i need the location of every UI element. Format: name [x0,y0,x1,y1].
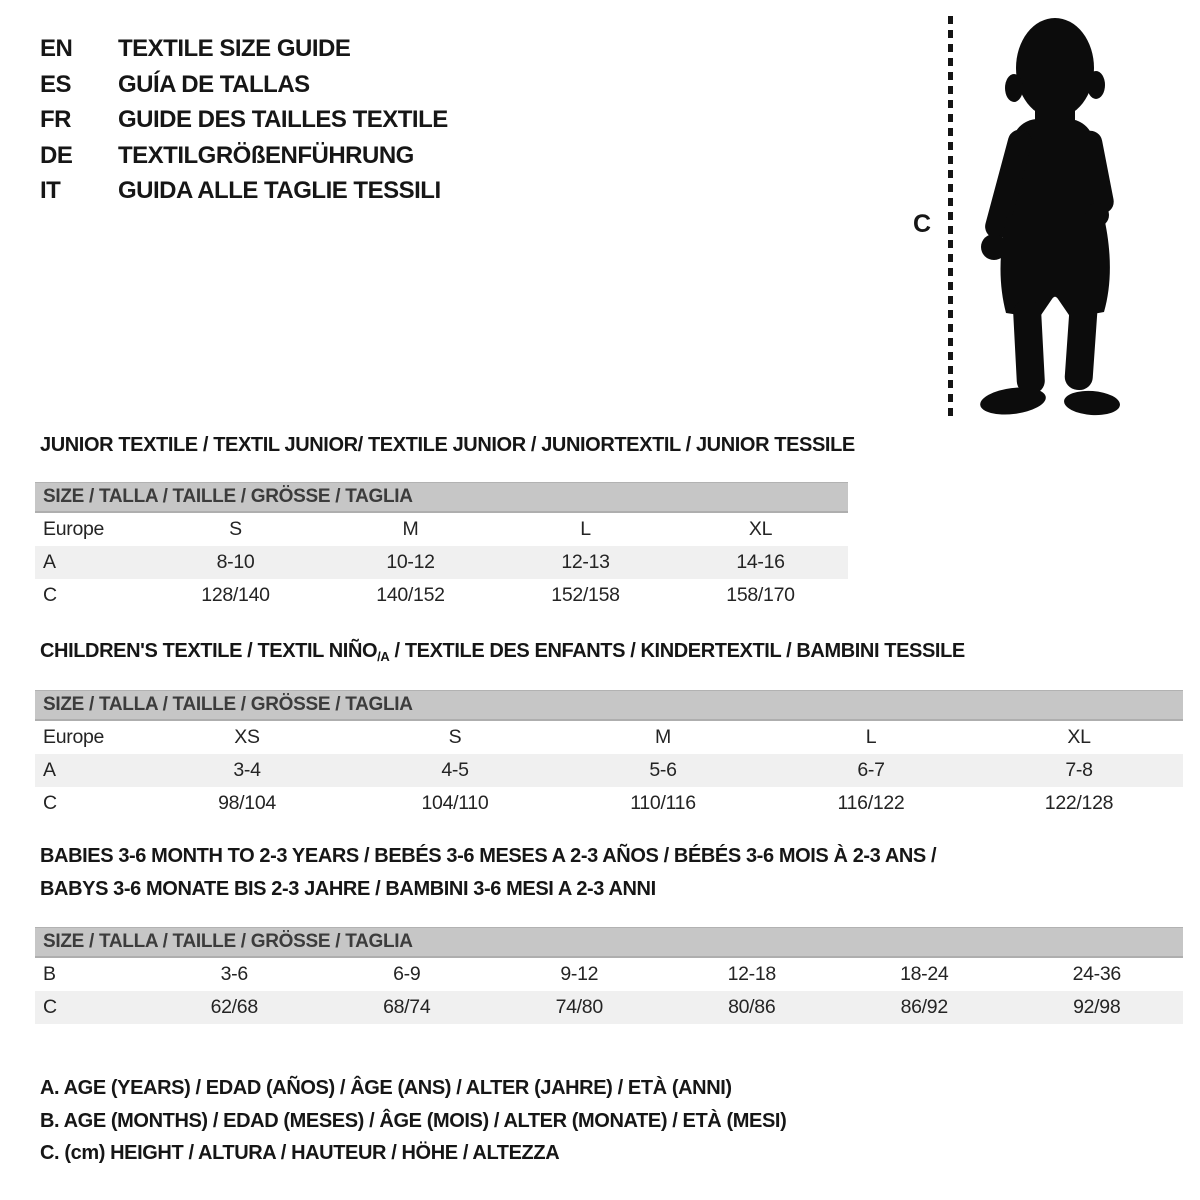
size-header-bar: SIZE / TALLA / TAILLE / GRÖSSE / TAGLIA [35,927,1183,958]
children-section-title [40,640,965,664]
height-measure-label: C [913,210,932,238]
table-row [35,991,1183,1024]
guide-title: GUIDE DES TAILLES TEXTILE [118,106,448,133]
column-header: XL [1067,726,1091,748]
cell: 4-5 [441,759,469,781]
guide-title: TEXTILGRÖßENFÜHRUNG [118,141,414,169]
table-row [35,754,1183,787]
cell: 98/104 [218,792,276,814]
row-label: B [43,963,56,985]
column-header: S [229,518,242,540]
region-label: Europe [43,726,105,748]
table-header-row [35,721,1183,754]
column-header: XL [748,518,773,540]
column-header: XS [234,726,260,748]
language-row [40,102,448,138]
table-row [35,787,1183,820]
cell: 10-12 [386,551,435,573]
junior-size-table [35,482,848,612]
cell: 7-8 [1065,759,1093,781]
cell: 8-10 [216,551,255,573]
cell: 24-36 [1072,963,1121,985]
cell: 12-13 [561,551,610,573]
cell: 9-12 [560,963,599,985]
cell: 14-16 [736,551,785,573]
guide-title: GUIDA ALLE TAGLIE TESSILI [118,177,441,204]
row-label: C [43,792,57,814]
cell: 80/86 [728,996,776,1018]
table-row [35,579,848,612]
language-row [40,31,448,67]
children-title-post: / TEXTILE DES ENFANTS / KINDERTEXTIL / BAMBINI TESSILE [389,640,965,662]
cell: 116/122 [837,792,905,814]
cell: 74/80 [555,996,603,1018]
size-header-bar: SIZE / TALLA / TAILLE / GRÖSSE / TAGLIA [35,690,1183,721]
babies-section-title-line1: BABIES 3-6 MONTH TO 2-3 YEARS / BEBÉS 3-6 MESES A 2-3 AÑOS / BÉBÉS 3-6 MOIS À 2-3 ANS / [40,845,937,867]
cell: 3-6 [220,963,248,985]
language-code: DE [40,141,73,169]
guide-title: GUÍA DE TALLAS [118,70,310,98]
cell: 158/170 [726,584,795,606]
cell: 12-18 [727,963,776,985]
column-header: L [865,726,877,748]
row-label: C [43,996,57,1018]
legend-line-b: B. AGE (MONTHS) / EDAD (MESES) / ÂGE (MOIS) / ALTER (MONATE) / ETÀ (MESI) [40,1109,787,1132]
legend-line-a: A. AGE (YEARS) / EDAD (AÑOS) / ÂGE (ANS) / ALTER (JAHRE) / ETÀ (ANNI) [40,1077,732,1099]
cell: 68/74 [383,996,431,1018]
region-label: Europe [43,518,105,540]
cell: 3-4 [233,759,261,781]
language-row [40,138,448,174]
cell: 62/68 [210,996,258,1018]
language-code: FR [40,106,71,133]
column-header: L [580,518,591,540]
cell: 18-24 [900,963,949,985]
language-code: ES [40,70,72,98]
children-title-sub: /A [377,649,390,664]
cell: 6-7 [857,759,885,781]
language-code: IT [40,177,61,204]
measure-legend [40,1072,786,1170]
cell: 5-6 [649,759,677,781]
cell: 92/98 [1073,996,1121,1018]
size-header-bar: SIZE / TALLA / TAILLE / GRÖSSE / TAGLIA [35,482,848,513]
children-size-table [35,690,1183,820]
column-header: S [448,726,462,748]
table-row [35,958,1183,991]
height-measure-dashed-line-icon [948,16,953,416]
cell: 104/110 [421,792,489,814]
toddler-silhouette-icon [966,12,1138,422]
children-title-pre: CHILDREN'S TEXTILE / TEXTIL NIÑO [40,640,378,662]
babies-size-table [35,927,1183,1024]
babies-section-title-line2: BABYS 3-6 MONATE BIS 2-3 JAHRE / BAMBINI 3-6 MESI A 2-3 ANNI [40,878,656,900]
column-header: M [402,518,419,540]
cell: 122/128 [1044,792,1114,814]
language-list [40,31,448,209]
legend-line-c: C. (cm) HEIGHT / ALTURA / HAUTEUR / HÖHE / ALTEZZA [40,1142,560,1164]
row-label: A [43,551,56,573]
cell: 6-9 [393,963,421,985]
row-label: A [43,759,56,781]
table-row [35,546,848,579]
language-row [40,173,448,209]
guide-title: TEXTILE SIZE GUIDE [118,35,351,62]
cell: 86/92 [900,996,948,1018]
row-label: C [43,584,57,606]
cell: 152/158 [551,584,620,606]
junior-section-title: JUNIOR TEXTILE / TEXTIL JUNIOR/ TEXTILE JUNIOR / JUNIORTEXTIL / JUNIOR TESSILE [40,434,855,456]
table-header-row [35,513,848,546]
cell: 128/140 [201,584,270,606]
column-header: M [655,726,671,748]
language-code: EN [40,35,73,62]
language-row [40,67,448,103]
cell: 110/116 [630,792,696,814]
cell: 140/152 [376,584,445,606]
